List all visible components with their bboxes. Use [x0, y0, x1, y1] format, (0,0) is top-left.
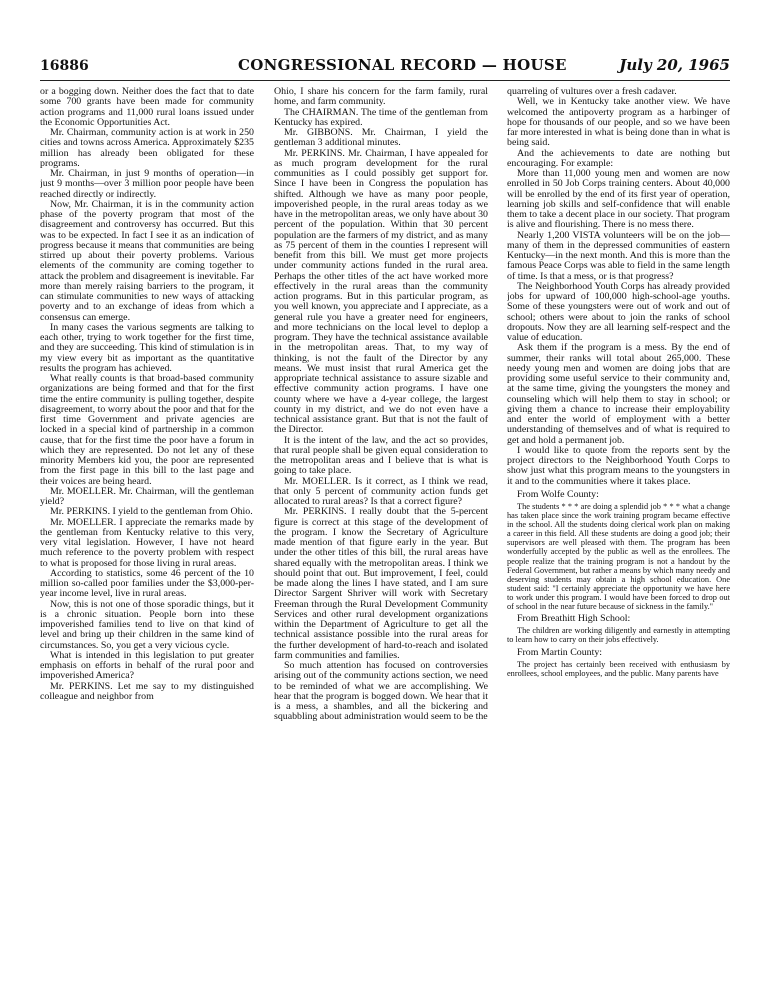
column-1 — [40, 87, 254, 982]
paragraph: Mr. Chairman, community action is at work in 250 cities and towns across America. Approximately $235 million has already been obligated for these programs. — [40, 127, 254, 169]
quote-source: From Martin County: — [517, 646, 603, 658]
quoted-report: The students * * * are doing a splendid job * * * what a change has taken place since the work training program became effective in the school. All the students doing clerical work plan on making a career in this field. All these students are doing a good job; their supervisors are well pleased with them. The program has been wonderfully accepted by the public as well as the enrollees. The people realize that the training program is not a handout by the Federal Government, but rather a means by which many needy and deserving students may obtain a high school education. One student said: "I certainly appreciate the opportunity we have here to work under this program. I would have been forced to drop out of school in the near future because of sickness in the family." — [507, 502, 730, 612]
paragraph: It is the intent of the law, and the act so provides, that rural people shall be given equal consideration to the metropolitan areas and I believe that is what is going to take place. — [274, 434, 488, 477]
column-3 — [507, 87, 730, 982]
paragraph: Mr. PERKINS. I really doubt that the 5-percent figure is correct at this stage of the development of the program. I know the Secretary of Agriculture made mention of that figure early in the year. But under the other titles of this bill, the rural areas have shared equally with the metropolitan areas. I think we should point that out. But improvement, I feel, could be made along the lines I have stated, and I am sure Director Sargent Shriver will work with Secretary Freeman through the Rural Development Community Services and other rural development organizations within the Department of Agriculture to get all the technical assistance possible into the rural areas for the further development of hard-to-reach and isolated farm communities and families. — [274, 506, 488, 661]
paragraph: Now, Mr. Chairman, it is in the community action phase of the poverty program that most of the disagreement and controversy has occurred. But this was to be expected. In fact I see it as an indication of progress because it means that communities are being stirred up about their poverty problems. Various elements of the community are coming together to attack the problem and disagreement is inevitable. Far more than merely raising barriers to the program, it can stimulate communities to new ways of attacking poverty and to an exchange of ideas from which a consensus can emerge. — [40, 198, 254, 323]
paragraph: Mr. Chairman, in just 9 months of operation—in just 9 months—over 3 million poor people have been reached directly or indirectly. — [40, 168, 254, 200]
paragraph: Mr. GIBBONS. Mr. Chairman, I yield the gentleman 3 additional minutes. — [274, 127, 488, 149]
paragraph: Mr. PERKINS. Mr. Chairman, I have appealed for as much program development for the rural communities as I could possibly get support for. Since I have been in Congress the population has shifted. Although we have as many poor people, impoverished people, in the rural areas today as we have in the metropolitan areas, we only have about 30 percent of the population. Within that 30 percent population are the farmers of my district, and as many as 75 percent of them in the counties I represent will benefit from this bill. We must get more projects under community actions funded in the rural area. Perhaps the other titles of the act have worked more effectively in the rural areas than the community action programs. But in this particular program, as you well known, you appreciate and I appreciate, as a general rule you have a greater need for engineers, and more technicians on the local level to deplop a program. They have the technical assistance available in the metropolitan areas. That, to my way of thinking, is not the fault of the Director by any means. We must insist that rural America get the appropriate technical assistance to assure sizable and effective community action programs. I have one county where we have a 4-year college, the largest county in my district, and we do not even have a technical assistance grant. But that is not the fault of the Director. — [274, 147, 488, 436]
quoted-report: The children are working diligently and earnestly in attempting to learn how to carry on their jobs effectively. — [507, 626, 730, 645]
paragraph: Nearly 1,200 VISTA volunteers will be on the job—many of them in the depressed communities of eastern Kentucky—in the next month. And this is more than the famous Peace Corps was able to field in the same length of time. Is that a mess, or is that progress? — [507, 229, 730, 282]
paragraph: Ohio, I share his concern for the farm family, rural home, and farm community. — [274, 87, 488, 108]
paragraph: Mr. MOELLER. I appreciate the remarks made by the gentleman from Kentucky relative to this very, very vital legislation. However, I have not heard much reference to the poverty problem with respect to what is proposed for those living in rural areas. — [40, 516, 254, 569]
paragraph: In many cases the various segments are talking to each other, trying to work together for the first time, and they are succeeding. This kind of stimulation is in my view every bit as important as the quantitative results the program has achieved. — [40, 321, 254, 374]
paragraph: Now, this is not one of those sporadic things, but it is a chronic situation. People born into these impoverished families tend to live on that kind of level and bring up their children in the same kind of circumstances. So, you get a very vicious cycle. — [40, 598, 254, 651]
paragraph: Well, we in Kentucky take another view. We have welcomed the antipoverty program as a harbinger of hope for thousands of our people, and so we have been far more interested in what is being done than in what is being said. — [507, 96, 730, 149]
paragraph: Ask them if the program is a mess. By the end of summer, their ranks will total about 265,000. These needy young men and women are doing jobs that are providing some useful service to their community and, at the same time, giving the youngsters the money and counseling which will help them to stay in school; or giving them a chance to increase their employability and enter the world of employment with a better understanding of themselves and of what is required to get and hold a permanent job. — [507, 342, 730, 446]
paragraph: According to statistics, some 46 percent of the 10 million so-called poor families under the $3,000-per-year income level, live in rural areas. — [40, 567, 254, 600]
issue-date: July 20, 1965 — [619, 56, 730, 74]
column-2 — [274, 87, 488, 982]
page-header — [40, 56, 730, 78]
paragraph: Mr. MOELLER. Mr. Chairman, will the gentleman yield? — [40, 485, 254, 507]
paragraph: Mr. MOELLER. Is it correct, as I think we read, that only 5 percent of community action funds get allocated to rural areas? Is that a correct figure? — [274, 475, 488, 507]
quoted-report: The project has certainly been received with enthusiasm by enrollees, school employees, and the public. Many parents have — [507, 659, 730, 678]
paragraph: What is intended in this legislation to put greater emphasis on efforts in behalf of the rural poor and impoverished America? — [40, 649, 254, 682]
paragraph: quarreling of vultures over a fresh cadaver. — [507, 87, 677, 97]
paragraph: More than 11,000 young men and women are now enrolled in 50 Job Corps training centers. About 40,000 will be enrolled by the end of its first year of operation, learning job skills and self-confidence that will enable them to take a decent place in our society. That program is alive and flourishing. There is no mess there. — [507, 168, 730, 231]
quote-source: From Wolfe County: — [517, 488, 599, 500]
paragraph: I would like to quote from the reports sent by the project directors to the Neighborhood Youth Corps to show just what this program means to the youngsters in it and to the communities where it takes place. — [507, 444, 730, 487]
page-number: 16886 — [40, 58, 89, 74]
paragraph: So much attention has focused on controversies arising out of the community actions section, we need to be reminded of what we are accomplishing. We hear that the program is bogged down. We hear that it is a mess, a shambles, and all the bickering and squabbling about administration would seem to be the — [274, 660, 488, 723]
paragraph: or a bogging down. Neither does the fact that to date some 700 grants have been made for community action programs and 11,000 rural loans issued under the Economic Opportunities Act. — [40, 87, 254, 128]
paragraph: The CHAIRMAN. The time of the gentleman from Kentucky has expired. — [274, 106, 488, 128]
paragraph: And the achievements to date are nothing but encouraging. For example: — [507, 147, 730, 169]
paragraph: Mr. PERKINS. I yield to the gentleman from Ohio. — [50, 506, 253, 518]
paragraph: Mr. PERKINS. Let me say to my distinguished colleague and neighbor from — [40, 680, 254, 702]
paragraph: The Neighborhood Youth Corps has already provided jobs for upward of 100,000 high-school-age youths. Some of these youngsters were out of work and out of school; others were about to join the ranks of school dropouts. Now they are all learning self-respect and the value of education. — [507, 280, 730, 343]
header-rule — [40, 80, 730, 81]
publication-title: CONGRESSIONAL RECORD — HOUSE — [238, 56, 567, 74]
paragraph: What really counts is that broad-based community organizations are being formed and that for the first time the entire community is pulling together, despite disagreement, to worry about the poor and that for the first time Government and private agencies are locked in a special kind of partnership in a common cause, that for the first time the poor have a forum in which they are represented. Do not let any of these minority Members kid you, the poor are represented from the first page in this bill to the last page and their voices are being heard. — [40, 373, 254, 487]
quote-source: From Breathitt High School: — [517, 613, 631, 625]
